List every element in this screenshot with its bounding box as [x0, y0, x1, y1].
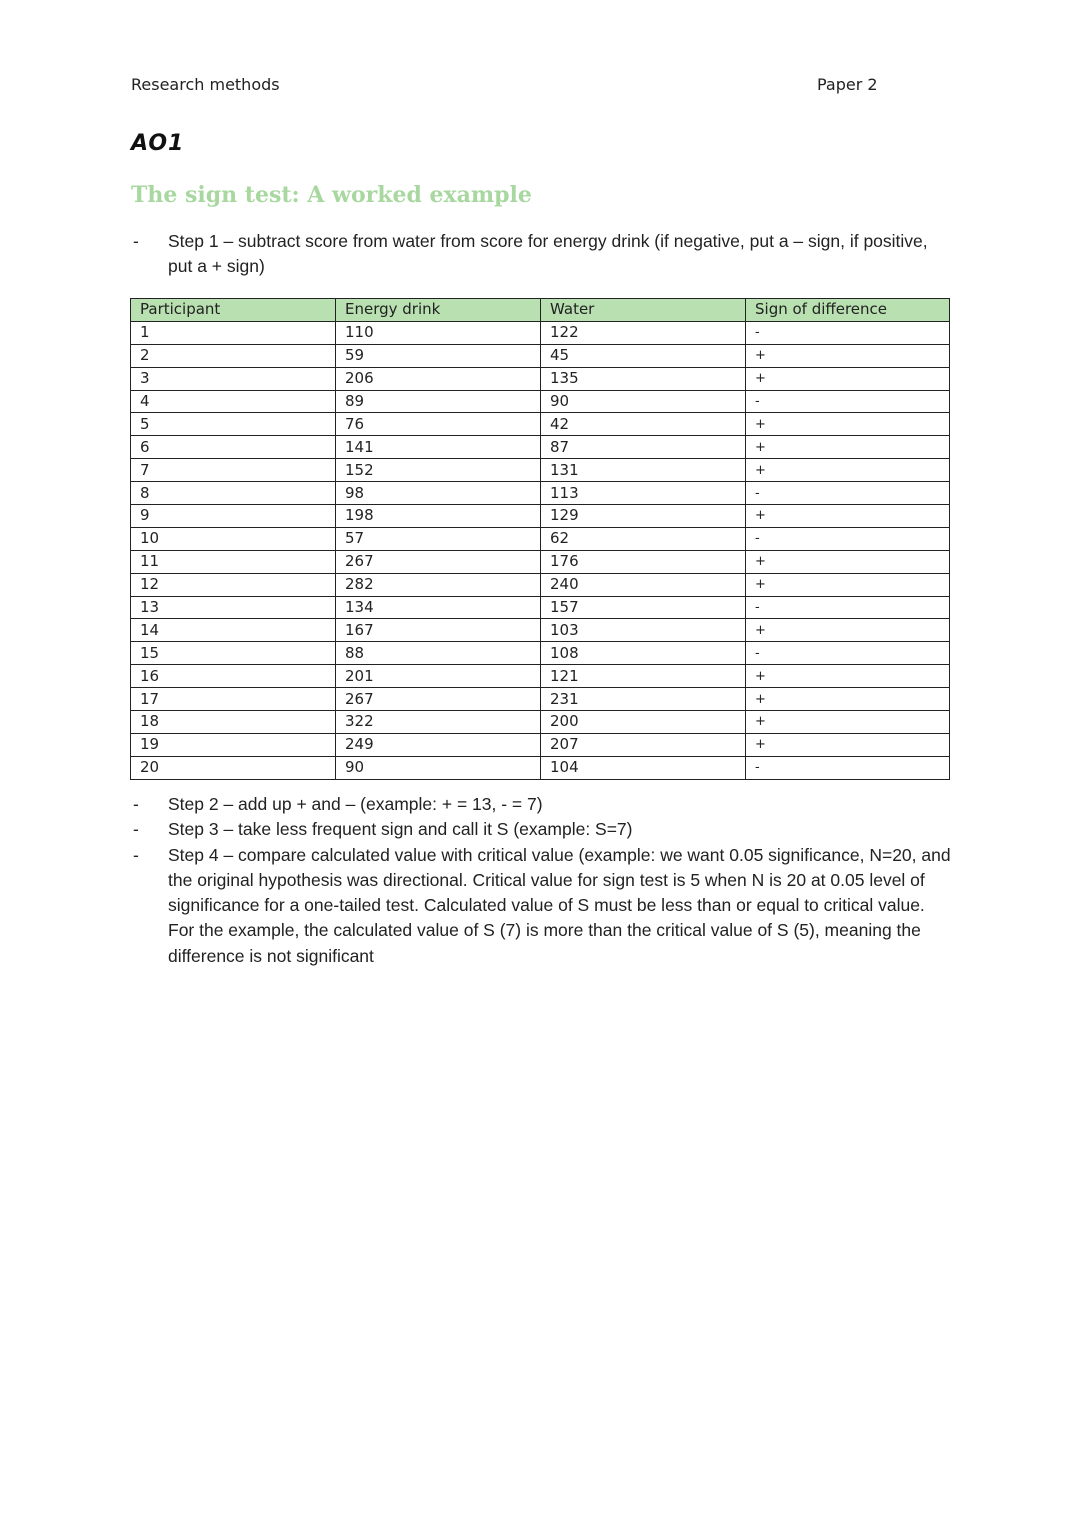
sign-test-table [130, 298, 950, 780]
step-item [131, 792, 951, 817]
sign-cell: - [746, 756, 950, 779]
header-left: Research methods [131, 75, 280, 94]
water-cell: 113 [541, 482, 746, 505]
participant-cell: 10 [131, 527, 336, 550]
participant-cell: 3 [131, 367, 336, 390]
table-row [131, 505, 950, 528]
sign-cell: + [746, 459, 950, 482]
participant-cell: 7 [131, 459, 336, 482]
sign-cell: - [746, 642, 950, 665]
energy-drink-cell: 90 [336, 756, 541, 779]
participant-cell: 18 [131, 711, 336, 734]
table-row [131, 619, 950, 642]
water-cell: 200 [541, 711, 746, 734]
table-row [131, 390, 950, 413]
sign-cell: + [746, 367, 950, 390]
table-row [131, 688, 950, 711]
participant-cell: 4 [131, 390, 336, 413]
water-cell: 135 [541, 367, 746, 390]
water-cell: 176 [541, 550, 746, 573]
water-cell: 121 [541, 665, 746, 688]
water-cell: 87 [541, 436, 746, 459]
energy-drink-cell: 267 [336, 550, 541, 573]
sign-cell: + [746, 733, 950, 756]
participant-cell: 2 [131, 344, 336, 367]
energy-drink-cell: 59 [336, 344, 541, 367]
energy-drink-cell: 88 [336, 642, 541, 665]
water-cell: 129 [541, 505, 746, 528]
participant-cell: 12 [131, 573, 336, 596]
participant-cell: 6 [131, 436, 336, 459]
sign-cell: + [746, 505, 950, 528]
energy-drink-cell: 98 [336, 482, 541, 505]
participant-cell: 19 [131, 733, 336, 756]
sign-cell: + [746, 619, 950, 642]
energy-drink-cell: 141 [336, 436, 541, 459]
column-header: Participant [131, 299, 336, 322]
energy-drink-cell: 167 [336, 619, 541, 642]
column-header: Sign of difference [746, 299, 950, 322]
sign-cell: - [746, 482, 950, 505]
water-cell: 90 [541, 390, 746, 413]
energy-drink-cell: 282 [336, 573, 541, 596]
participant-cell: 20 [131, 756, 336, 779]
bullet-dash: - [133, 844, 139, 865]
step-text: Step 4 – compare calculated value with critical value (example: we want 0.05 significance, N=20, and the original hypothesis was directional. Critical value for sign test is 5 when N is 20 at 0.05 level of significance for a one-tailed test. Calculated value of S must be less than or equal to critical value. For the example, the calculated value of S (7) is more than the critical value of S (5), meaning the difference is not significant [168, 844, 951, 966]
participant-cell: 9 [131, 505, 336, 528]
water-cell: 231 [541, 688, 746, 711]
energy-drink-cell: 206 [336, 367, 541, 390]
water-cell: 131 [541, 459, 746, 482]
table-row [131, 321, 950, 344]
section-title: The sign test: A worked example [131, 182, 532, 208]
sign-cell: + [746, 413, 950, 436]
water-cell: 122 [541, 321, 746, 344]
sign-cell: + [746, 665, 950, 688]
participant-cell: 17 [131, 688, 336, 711]
sign-cell: - [746, 527, 950, 550]
participant-cell: 5 [131, 413, 336, 436]
table-row [131, 436, 950, 459]
participant-cell: 15 [131, 642, 336, 665]
participant-cell: 16 [131, 665, 336, 688]
table-body [131, 321, 950, 779]
sign-cell: - [746, 390, 950, 413]
water-cell: 108 [541, 642, 746, 665]
water-cell: 62 [541, 527, 746, 550]
step-item [131, 843, 951, 969]
step-text: Step 1 – subtract score from water from score for energy drink (if negative, put a – sign, if positive, put a + sign) [168, 231, 928, 277]
table-row [131, 459, 950, 482]
bullet-dash: - [133, 231, 139, 251]
energy-drink-cell: 57 [336, 527, 541, 550]
sign-cell: + [746, 573, 950, 596]
water-cell: 45 [541, 344, 746, 367]
table-row [131, 482, 950, 505]
bullet-dash: - [133, 819, 139, 840]
energy-drink-cell: 201 [336, 665, 541, 688]
column-header: Water [541, 299, 746, 322]
energy-drink-cell: 152 [336, 459, 541, 482]
table-header-row [131, 299, 950, 322]
table-row [131, 733, 950, 756]
column-header: Energy drink [336, 299, 541, 322]
section-label: AO1 [131, 131, 185, 156]
energy-drink-cell: 198 [336, 505, 541, 528]
participant-cell: 13 [131, 596, 336, 619]
water-cell: 240 [541, 573, 746, 596]
table-row [131, 367, 950, 390]
sign-cell: - [746, 596, 950, 619]
step-list-after [131, 792, 951, 969]
sign-cell: + [746, 436, 950, 459]
step-item [131, 229, 951, 280]
table-row [131, 344, 950, 367]
table-row [131, 596, 950, 619]
table-row [131, 413, 950, 436]
sign-cell: + [746, 688, 950, 711]
participant-cell: 11 [131, 550, 336, 573]
table-row [131, 711, 950, 734]
table-row [131, 573, 950, 596]
participant-cell: 14 [131, 619, 336, 642]
step-text: Step 2 – add up + and – (example: + = 13, - = 7) [168, 794, 543, 814]
participant-cell: 1 [131, 321, 336, 344]
water-cell: 104 [541, 756, 746, 779]
step-item [131, 817, 951, 842]
sign-cell: + [746, 550, 950, 573]
water-cell: 42 [541, 413, 746, 436]
sign-cell: - [746, 321, 950, 344]
water-cell: 103 [541, 619, 746, 642]
energy-drink-cell: 267 [336, 688, 541, 711]
sign-cell: + [746, 711, 950, 734]
energy-drink-cell: 134 [336, 596, 541, 619]
energy-drink-cell: 76 [336, 413, 541, 436]
table-row [131, 642, 950, 665]
table-row [131, 550, 950, 573]
table-row [131, 527, 950, 550]
energy-drink-cell: 322 [336, 711, 541, 734]
step-text: Step 3 – take less frequent sign and call it S (example: S=7) [168, 819, 633, 840]
header-right: Paper 2 [817, 75, 878, 94]
energy-drink-cell: 110 [336, 321, 541, 344]
water-cell: 157 [541, 596, 746, 619]
energy-drink-cell: 89 [336, 390, 541, 413]
energy-drink-cell: 249 [336, 733, 541, 756]
table-row [131, 756, 950, 779]
table-row [131, 665, 950, 688]
sign-cell: + [746, 344, 950, 367]
bullet-dash: - [133, 794, 139, 814]
water-cell: 207 [541, 733, 746, 756]
participant-cell: 8 [131, 482, 336, 505]
step-list-before [131, 229, 951, 280]
